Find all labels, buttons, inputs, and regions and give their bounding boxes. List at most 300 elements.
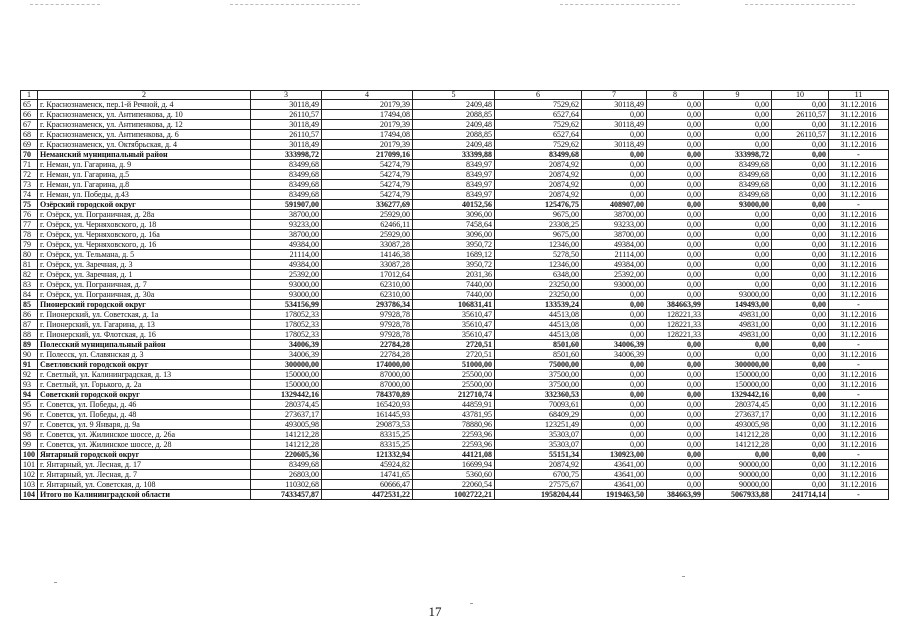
fund-cell: 17494,08 xyxy=(322,130,413,140)
col7-cell: 0,00 xyxy=(582,190,647,200)
address-cell: г. Светлый, ул. Калининградская, д. 13 xyxy=(38,370,251,380)
fund-cell: 62310,00 xyxy=(322,290,413,300)
region-cell: 7440,00 xyxy=(413,280,495,290)
fund-cell: 45924,82 xyxy=(322,460,413,470)
municipal-cell: 125476,75 xyxy=(495,200,582,210)
table-row xyxy=(21,370,889,380)
fund-cell: 14146,38 xyxy=(322,250,413,260)
table-row xyxy=(21,330,889,340)
total-cell: 30118,49 xyxy=(251,120,322,130)
col10-cell: 0,00 xyxy=(772,370,829,380)
col8-cell: 0,00 xyxy=(647,350,704,360)
address-cell: г. Озёрск, ул. Заречная, д. 3 xyxy=(38,260,251,270)
fund-cell: 54274,79 xyxy=(322,160,413,170)
table-row xyxy=(21,260,889,270)
address-cell: Советский городской округ xyxy=(38,390,251,400)
scan-speck xyxy=(54,582,57,583)
fund-cell: 97928,78 xyxy=(322,310,413,320)
fund-cell: 17012,64 xyxy=(322,270,413,280)
column-number: 1 xyxy=(21,91,38,100)
col8-cell: 0,00 xyxy=(647,480,704,490)
region-cell: 1689,12 xyxy=(413,250,495,260)
municipal-cell: 1958204,44 xyxy=(495,490,582,500)
address-cell: г. Пионерский, ул. Советская, д. 1а xyxy=(38,310,251,320)
col9-cell: 0,00 xyxy=(704,270,772,280)
row-number: 102 xyxy=(21,470,38,480)
address-cell: Пионерский городской округ xyxy=(38,300,251,310)
col8-cell: 0,00 xyxy=(647,160,704,170)
col9-cell: 149493,00 xyxy=(704,300,772,310)
col7-cell: 30118,49 xyxy=(582,140,647,150)
fund-cell: 87000,00 xyxy=(322,370,413,380)
deadline-cell: 31.12.2016 xyxy=(829,380,889,390)
row-number: 91 xyxy=(21,360,38,370)
total-cell: 93000,00 xyxy=(251,290,322,300)
region-cell: 8349,97 xyxy=(413,190,495,200)
municipal-cell: 6527,64 xyxy=(495,130,582,140)
table-row xyxy=(21,320,889,330)
fund-cell: 54274,79 xyxy=(322,170,413,180)
row-number: 103 xyxy=(21,480,38,490)
col10-cell: 0,00 xyxy=(772,120,829,130)
row-number: 74 xyxy=(21,190,38,200)
scan-edge-line xyxy=(560,4,680,5)
fund-cell: 22784,28 xyxy=(322,340,413,350)
address-cell: г. Янтарный, ул. Советская, д. 108 xyxy=(38,480,251,490)
total-cell: 30118,49 xyxy=(251,140,322,150)
col10-cell: 0,00 xyxy=(772,300,829,310)
municipal-cell: 5278,50 xyxy=(495,250,582,260)
col10-cell: 0,00 xyxy=(772,270,829,280)
column-number: 8 xyxy=(647,91,704,100)
address-cell: г. Советск, ул. 9 Января, д. 9а xyxy=(38,420,251,430)
municipal-cell: 37500,00 xyxy=(495,370,582,380)
region-cell: 35610,47 xyxy=(413,320,495,330)
deadline-cell: 31.12.2016 xyxy=(829,270,889,280)
col7-cell: 408907,00 xyxy=(582,200,647,210)
column-number: 5 xyxy=(413,91,495,100)
fund-cell: 83315,25 xyxy=(322,440,413,450)
region-cell: 2409,48 xyxy=(413,140,495,150)
col9-cell: 141212,28 xyxy=(704,430,772,440)
address-cell: г. Озёрск, ул. Заречная, д. 1 xyxy=(38,270,251,280)
col10-cell: 0,00 xyxy=(772,260,829,270)
table-row xyxy=(21,460,889,470)
row-number: 79 xyxy=(21,240,38,250)
municipal-cell: 44513,08 xyxy=(495,320,582,330)
address-cell: г. Озёрск, ул. Пограничная, д. 30а xyxy=(38,290,251,300)
fund-cell: 54274,79 xyxy=(322,180,413,190)
total-cell: 178052,33 xyxy=(251,310,322,320)
deadline-cell: 31.12.2016 xyxy=(829,370,889,380)
address-cell: г. Советск, ул. Победы, д. 46 xyxy=(38,400,251,410)
col8-cell: 0,00 xyxy=(647,410,704,420)
col10-cell: 0,00 xyxy=(772,310,829,320)
col7-cell: 0,00 xyxy=(582,180,647,190)
col7-cell: 0,00 xyxy=(582,440,647,450)
col8-cell: 0,00 xyxy=(647,210,704,220)
col10-cell: 0,00 xyxy=(772,360,829,370)
address-cell: г. Янтарный, ул. Лесная, д. 7 xyxy=(38,470,251,480)
total-cell: 21114,00 xyxy=(251,250,322,260)
deadline-cell: 31.12.2016 xyxy=(829,210,889,220)
address-cell: г. Озёрск, ул. Черняховского, д. 18 xyxy=(38,220,251,230)
total-cell: 7433457,87 xyxy=(251,490,322,500)
col7-cell: 43641,00 xyxy=(582,470,647,480)
deadline-cell: - xyxy=(829,450,889,460)
deadline-cell: 31.12.2016 xyxy=(829,440,889,450)
col7-cell: 0,00 xyxy=(582,430,647,440)
row-number: 93 xyxy=(21,380,38,390)
address-cell: г. Озёрск, ул. Пограничная, д. 7 xyxy=(38,280,251,290)
address-cell: Полесский муниципальный район xyxy=(38,340,251,350)
fund-cell: 62466,11 xyxy=(322,220,413,230)
table-row xyxy=(21,470,889,480)
col8-cell: 0,00 xyxy=(647,420,704,430)
col9-cell: 5067933,88 xyxy=(704,490,772,500)
municipal-cell: 12346,00 xyxy=(495,260,582,270)
deadline-cell: - xyxy=(829,340,889,350)
municipal-cell: 9675,00 xyxy=(495,210,582,220)
fund-cell: 293786,34 xyxy=(322,300,413,310)
deadline-cell: 31.12.2016 xyxy=(829,130,889,140)
table-row xyxy=(21,140,889,150)
municipal-cell: 37500,00 xyxy=(495,380,582,390)
table-subtotal-row xyxy=(21,200,889,210)
table-row xyxy=(21,120,889,130)
col8-cell: 0,00 xyxy=(647,190,704,200)
total-cell: 93233,00 xyxy=(251,220,322,230)
row-number: 69 xyxy=(21,140,38,150)
col10-cell: 0,00 xyxy=(772,430,829,440)
municipal-cell: 7529,62 xyxy=(495,120,582,130)
region-cell: 8349,97 xyxy=(413,180,495,190)
total-cell: 333998,72 xyxy=(251,150,322,160)
col8-cell: 0,00 xyxy=(647,390,704,400)
col10-cell: 26110,57 xyxy=(772,110,829,120)
total-cell: 38700,00 xyxy=(251,210,322,220)
municipal-cell: 55151,34 xyxy=(495,450,582,460)
fund-cell: 165420,93 xyxy=(322,400,413,410)
deadline-cell: - xyxy=(829,300,889,310)
municipal-cell: 12346,00 xyxy=(495,240,582,250)
col10-cell: 0,00 xyxy=(772,460,829,470)
col8-cell: 0,00 xyxy=(647,250,704,260)
municipal-cell: 8501,60 xyxy=(495,350,582,360)
region-cell: 3950,72 xyxy=(413,260,495,270)
col8-cell: 0,00 xyxy=(647,290,704,300)
col9-cell: 90000,00 xyxy=(704,480,772,490)
column-number-row xyxy=(21,91,889,100)
region-cell: 22593,96 xyxy=(413,440,495,450)
row-number: 73 xyxy=(21,180,38,190)
region-cell: 3950,72 xyxy=(413,240,495,250)
municipal-cell: 20874,92 xyxy=(495,190,582,200)
region-cell: 7458,64 xyxy=(413,220,495,230)
municipal-cell: 23308,25 xyxy=(495,220,582,230)
col9-cell: 83499,68 xyxy=(704,180,772,190)
col7-cell: 25392,00 xyxy=(582,270,647,280)
region-cell: 44859,91 xyxy=(413,400,495,410)
address-cell: Итого по Калининградской области xyxy=(38,490,251,500)
region-cell: 8349,97 xyxy=(413,160,495,170)
table-row xyxy=(21,290,889,300)
col9-cell: 0,00 xyxy=(704,250,772,260)
col7-cell: 30118,49 xyxy=(582,120,647,130)
municipal-cell: 35303,07 xyxy=(495,440,582,450)
col9-cell: 0,00 xyxy=(704,230,772,240)
col10-cell: 0,00 xyxy=(772,150,829,160)
table-row xyxy=(21,250,889,260)
total-cell: 150000,00 xyxy=(251,370,322,380)
col7-cell: 0,00 xyxy=(582,360,647,370)
col9-cell: 83499,68 xyxy=(704,170,772,180)
column-number: 7 xyxy=(582,91,647,100)
total-cell: 300000,00 xyxy=(251,360,322,370)
deadline-cell: 31.12.2016 xyxy=(829,430,889,440)
table-row xyxy=(21,480,889,490)
fund-cell: 25929,00 xyxy=(322,230,413,240)
col10-cell: 0,00 xyxy=(772,240,829,250)
col7-cell: 0,00 xyxy=(582,310,647,320)
col9-cell: 150000,00 xyxy=(704,380,772,390)
row-number: 85 xyxy=(21,300,38,310)
total-cell: 26110,57 xyxy=(251,130,322,140)
municipal-cell: 68409,29 xyxy=(495,410,582,420)
address-cell: г. Неман, ул. Гагарина, д.8 xyxy=(38,180,251,190)
total-cell: 591907,00 xyxy=(251,200,322,210)
address-cell: г. Пионерский, ул. Флотская, д. 16 xyxy=(38,330,251,340)
col7-cell: 0,00 xyxy=(582,290,647,300)
column-number: 3 xyxy=(251,91,322,100)
col7-cell: 0,00 xyxy=(582,150,647,160)
table-row xyxy=(21,270,889,280)
row-number: 99 xyxy=(21,440,38,450)
col9-cell: 0,00 xyxy=(704,450,772,460)
row-number: 80 xyxy=(21,250,38,260)
col9-cell: 0,00 xyxy=(704,340,772,350)
row-number: 75 xyxy=(21,200,38,210)
col10-cell: 0,00 xyxy=(772,140,829,150)
table-subtotal-row xyxy=(21,390,889,400)
col8-cell: 384663,99 xyxy=(647,300,704,310)
page-number: 17 xyxy=(428,604,442,619)
deadline-cell: - xyxy=(829,150,889,160)
address-cell: г. Неман, ул. Гагарина, д.5 xyxy=(38,170,251,180)
municipal-cell: 8501,60 xyxy=(495,340,582,350)
col8-cell: 0,00 xyxy=(647,270,704,280)
address-cell: г. Полесск, ул. Славянская д. 3 xyxy=(38,350,251,360)
table-row xyxy=(21,240,889,250)
col10-cell: 0,00 xyxy=(772,250,829,260)
region-cell: 2409,48 xyxy=(413,100,495,110)
total-cell: 38700,00 xyxy=(251,230,322,240)
address-cell: г. Янтарный, ул. Лесная, д. 17 xyxy=(38,460,251,470)
municipal-cell: 123251,49 xyxy=(495,420,582,430)
col7-cell: 0,00 xyxy=(582,410,647,420)
row-number: 70 xyxy=(21,150,38,160)
col10-cell: 0,00 xyxy=(772,330,829,340)
region-cell: 35610,47 xyxy=(413,330,495,340)
deadline-cell: 31.12.2016 xyxy=(829,180,889,190)
municipal-cell: 35303,07 xyxy=(495,430,582,440)
col9-cell: 0,00 xyxy=(704,100,772,110)
row-number: 89 xyxy=(21,340,38,350)
col9-cell: 0,00 xyxy=(704,220,772,230)
col8-cell: 0,00 xyxy=(647,110,704,120)
fund-cell: 62310,00 xyxy=(322,280,413,290)
row-number: 83 xyxy=(21,280,38,290)
address-cell: г. Озёрск, ул. Тельмана, д. 5 xyxy=(38,250,251,260)
total-cell: 83499,68 xyxy=(251,460,322,470)
col9-cell: 83499,68 xyxy=(704,160,772,170)
col9-cell: 0,00 xyxy=(704,210,772,220)
col8-cell: 0,00 xyxy=(647,150,704,160)
col8-cell: 0,00 xyxy=(647,340,704,350)
municipal-cell: 9675,00 xyxy=(495,230,582,240)
deadline-cell: 31.12.2016 xyxy=(829,120,889,130)
col8-cell: 0,00 xyxy=(647,430,704,440)
table-row xyxy=(21,220,889,230)
municipal-cell: 70093,61 xyxy=(495,400,582,410)
row-number: 68 xyxy=(21,130,38,140)
col7-cell: 130923,00 xyxy=(582,450,647,460)
fund-cell: 97928,78 xyxy=(322,330,413,340)
total-cell: 30118,49 xyxy=(251,100,322,110)
col8-cell: 0,00 xyxy=(647,180,704,190)
table-body xyxy=(21,100,889,500)
region-cell: 25500,00 xyxy=(413,380,495,390)
fund-cell: 161445,93 xyxy=(322,410,413,420)
total-cell: 34006,39 xyxy=(251,340,322,350)
table-row xyxy=(21,380,889,390)
row-number: 96 xyxy=(21,410,38,420)
col7-cell: 38700,00 xyxy=(582,210,647,220)
col10-cell: 0,00 xyxy=(772,280,829,290)
col9-cell: 0,00 xyxy=(704,130,772,140)
col10-cell: 0,00 xyxy=(772,160,829,170)
col10-cell: 241714,14 xyxy=(772,490,829,500)
scan-speck xyxy=(470,603,473,604)
fund-cell: 22784,28 xyxy=(322,350,413,360)
total-cell: 26803,00 xyxy=(251,470,322,480)
deadline-cell: 31.12.2016 xyxy=(829,230,889,240)
deadline-cell: 31.12.2016 xyxy=(829,460,889,470)
fund-cell: 4472531,22 xyxy=(322,490,413,500)
col10-cell: 0,00 xyxy=(772,220,829,230)
col7-cell: 0,00 xyxy=(582,320,647,330)
total-cell: 178052,33 xyxy=(251,320,322,330)
deadline-cell: 31.12.2016 xyxy=(829,110,889,120)
col7-cell: 0,00 xyxy=(582,170,647,180)
col9-cell: 0,00 xyxy=(704,120,772,130)
municipal-cell: 6700,75 xyxy=(495,470,582,480)
table-row xyxy=(21,170,889,180)
col7-cell: 0,00 xyxy=(582,110,647,120)
row-number: 77 xyxy=(21,220,38,230)
region-cell: 40152,56 xyxy=(413,200,495,210)
fund-cell: 336277,69 xyxy=(322,200,413,210)
col7-cell: 34006,39 xyxy=(582,350,647,360)
region-cell: 3096,00 xyxy=(413,230,495,240)
col10-cell: 0,00 xyxy=(772,290,829,300)
column-number: 2 xyxy=(38,91,251,100)
col8-cell: 0,00 xyxy=(647,100,704,110)
col8-cell: 0,00 xyxy=(647,440,704,450)
col7-cell: 43641,00 xyxy=(582,480,647,490)
col9-cell: 49831,00 xyxy=(704,330,772,340)
total-cell: 26110,57 xyxy=(251,110,322,120)
region-cell: 7440,00 xyxy=(413,290,495,300)
deadline-cell: 31.12.2016 xyxy=(829,310,889,320)
region-cell: 35610,47 xyxy=(413,310,495,320)
row-number: 101 xyxy=(21,460,38,470)
municipal-cell: 20874,92 xyxy=(495,170,582,180)
deadline-cell: 31.12.2016 xyxy=(829,420,889,430)
col7-cell: 49384,00 xyxy=(582,260,647,270)
fund-cell: 20179,39 xyxy=(322,140,413,150)
fund-cell: 14741,65 xyxy=(322,470,413,480)
col7-cell: 0,00 xyxy=(582,390,647,400)
address-cell: г. Неман, ул. Гагарина, д. 9 xyxy=(38,160,251,170)
col7-cell: 0,00 xyxy=(582,380,647,390)
table-subtotal-row xyxy=(21,340,889,350)
table-row xyxy=(21,410,889,420)
row-number: 76 xyxy=(21,210,38,220)
col8-cell: 128221,33 xyxy=(647,320,704,330)
deadline-cell: 31.12.2016 xyxy=(829,220,889,230)
municipal-cell: 20874,92 xyxy=(495,180,582,190)
table-row xyxy=(21,350,889,360)
row-number: 78 xyxy=(21,230,38,240)
address-cell: г. Советск, ул. Жилинское шоссе, д. 28 xyxy=(38,440,251,450)
col10-cell: 0,00 xyxy=(772,210,829,220)
col7-cell: 38700,00 xyxy=(582,230,647,240)
col9-cell: 0,00 xyxy=(704,240,772,250)
address-cell: г. Краснознаменск, ул. Антипенкова, д. 10 xyxy=(38,110,251,120)
row-number: 100 xyxy=(21,450,38,460)
region-cell: 3096,00 xyxy=(413,210,495,220)
table-row xyxy=(21,180,889,190)
fund-cell: 20179,39 xyxy=(322,100,413,110)
col8-cell: 128221,33 xyxy=(647,310,704,320)
col9-cell: 90000,00 xyxy=(704,470,772,480)
fund-cell: 784370,89 xyxy=(322,390,413,400)
col8-cell: 0,00 xyxy=(647,280,704,290)
deadline-cell: 31.12.2016 xyxy=(829,240,889,250)
col7-cell: 93233,00 xyxy=(582,220,647,230)
address-cell: г. Озёрск, ул. Пограничная, д. 28а xyxy=(38,210,251,220)
region-cell: 16699,94 xyxy=(413,460,495,470)
scan-edge-line xyxy=(745,4,855,5)
municipal-cell: 7529,62 xyxy=(495,140,582,150)
table-row xyxy=(21,130,889,140)
deadline-cell: 31.12.2016 xyxy=(829,260,889,270)
col10-cell: 0,00 xyxy=(772,190,829,200)
col8-cell: 0,00 xyxy=(647,370,704,380)
municipal-cell: 83499,68 xyxy=(495,150,582,160)
municipal-cell: 20874,92 xyxy=(495,160,582,170)
address-cell: Озёрский городской округ xyxy=(38,200,251,210)
address-cell: Светловский городской округ xyxy=(38,360,251,370)
fund-cell: 97928,78 xyxy=(322,320,413,330)
table-row xyxy=(21,430,889,440)
row-number: 86 xyxy=(21,310,38,320)
region-cell: 2720,51 xyxy=(413,350,495,360)
table-subtotal-row xyxy=(21,150,889,160)
col8-cell: 0,00 xyxy=(647,200,704,210)
column-number: 9 xyxy=(704,91,772,100)
